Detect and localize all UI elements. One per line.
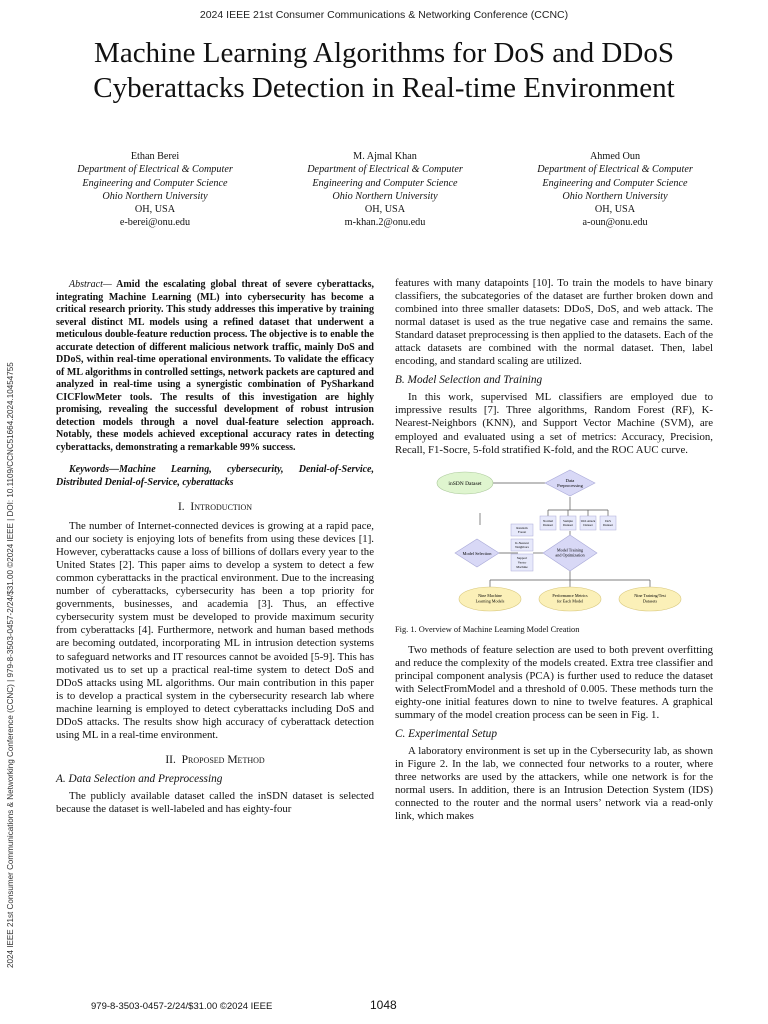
model-creation-diagram bbox=[395, 465, 713, 617]
diagram-label: Normal bbox=[542, 518, 554, 523]
author-university: Ohio Northern University bbox=[562, 190, 668, 202]
subsection-a-paragraph-start: The publicly available dataset called the inSDN dataset is selected because the dataset is well-labeled and has eighty-four bbox=[56, 789, 374, 815]
author-dept: Department of Electrical & Computer bbox=[77, 164, 233, 176]
subsection-heading-a: A. Data Selection and Preprocessing bbox=[56, 772, 223, 785]
author-block bbox=[40, 150, 730, 230]
diagram-label: Machine bbox=[516, 564, 528, 569]
author-2 bbox=[270, 150, 500, 230]
author-dept: Department of Electrical & Computer bbox=[307, 164, 463, 176]
subsection-c-paragraph: A laboratory environment is set up in the Cybersecurity lab, as shown in Figure 2. In the lab, we connected four networks to a router, where three networks are used by the attackers, while one network is for the normal users. In addition, there is an Intrusion Detection System (IDS) connected to the router and the normal users’ network via a read-only link, which makes bbox=[395, 745, 713, 823]
keywords-label: Keywords— bbox=[69, 464, 119, 475]
author-dept: Engineering and Computer Science bbox=[312, 177, 458, 189]
diagram-label: Vector bbox=[517, 560, 527, 565]
abstract-text: Amid the escalating global threat of severe cyberattacks, integrating Machine Learning (ML) into cybersecurity has become a critical research priority. This study addresses this imperative by training several distinct ML models using a refined dataset that underwent a meticulous double-feature reduction process. The objective is to enable the accurate detection of different malicious network traffic, mainly DoS and DDoS, within real-time operational environments. To validate the efficacy of ML algorithms in controlled settings, network packets are captured and analyzed in real-time using a synergistic combination of PySharkand CICFlowMeter tools. The results of this investigation are highly promising, revealing the successful development of robust intrusion detection models through a novel dual-feature selection approach. Notably, these models achieved exceptional accuracy rates in detecting cyberattacks, demonstrating a remarkable 99% success. bbox=[56, 279, 374, 453]
diagram-label: for Each Model bbox=[556, 598, 584, 604]
diagram-label: Neighbors bbox=[515, 544, 529, 549]
section-title: Introduction bbox=[190, 501, 253, 513]
side-doi-stamp: 2024 IEEE 21st Consumer Communications & Networking Conference (CCNC) | 979-8-3503-0457-2/24/$31.00 ©2024 IEEE | DOI: 10.1109/CCNC51664.2024.10454755 bbox=[6, 362, 15, 968]
diagram-label: Forest bbox=[517, 529, 527, 534]
abstract-label: Abstract— bbox=[69, 279, 112, 290]
diagram-label: Random bbox=[516, 525, 528, 530]
diagram-label: Learning Models bbox=[475, 598, 505, 604]
author-university: Ohio Northern University bbox=[332, 190, 438, 202]
author-dept: Engineering and Computer Science bbox=[542, 177, 688, 189]
diagram-label: and Optimization bbox=[555, 552, 585, 558]
right-column bbox=[395, 277, 713, 823]
intro-paragraph: The number of Internet-connected devices is growing at a rapid pace, and our society is enjoying lots of benefits from using these devices [1]. However, cyberattacks cause a loss of billions of dollars every year to the United States [2]. This paper aims to develop a system to detect a few common cyberattacks in the practical environment. Due to the increasing number of cyberattacks, cybersecurity has been a top priority for governments, businesses, and academia [3]. Thus, an effective cybersecurity system must be developed to provide maximum security from cyberattacks [4]. Furthermore, network and human based methods are becoming outdated, incorporating ML in intrusion detection systems to safeguard networks and IT resources cannot be avoided [5-9]. This has motivated us to set up a practical real-time system to detect DoS and DDoS attacks using ML algorithms. Our main contribution in this paper is to develop a practical system in the cybersecurity research lab where machine learning is employed to detect cyberattacks including DoS and DDoS attacks. The results show high accuracy of cyberattack detection using ML in a real-time environment. bbox=[56, 520, 374, 741]
diagram-label: inSDN Dataset bbox=[448, 480, 482, 487]
diagram-label: Preprocessing bbox=[557, 482, 583, 488]
diagram-label: Performance Metrics bbox=[552, 592, 588, 598]
author-dept: Engineering and Computer Science bbox=[82, 177, 228, 189]
subsection-heading-c: C. Experimental Setup bbox=[395, 727, 497, 740]
section-number: II. bbox=[165, 753, 176, 766]
section-title: Proposed Method bbox=[181, 753, 265, 766]
subsection-heading-b: B. Model Selection and Training bbox=[395, 374, 543, 387]
author-name: Ahmed Oun bbox=[589, 151, 641, 162]
author-location: OH, USA bbox=[594, 204, 636, 216]
diagram-label: DoS bbox=[605, 518, 611, 523]
figure-1 bbox=[395, 465, 713, 636]
diagram-label: Nine Training/Test bbox=[634, 592, 666, 598]
author-email: a-oun@onu.edu bbox=[582, 217, 648, 229]
diagram-label: Model Training bbox=[556, 547, 584, 553]
keywords-text: Machine Learning, cybersecurity, Denial-of-Service, Distributed Denial-of-Service, cyberattacks bbox=[56, 464, 374, 488]
author-3 bbox=[500, 150, 730, 230]
section-number: I. bbox=[177, 501, 185, 513]
page-number: 1048 bbox=[370, 998, 397, 1012]
diagram-label: Dataset bbox=[583, 522, 593, 527]
diagram-label: Web Attack bbox=[580, 518, 596, 523]
abstract bbox=[56, 279, 374, 454]
author-dept: Department of Electrical & Computer bbox=[537, 164, 693, 176]
diagram-label: Dataset bbox=[543, 522, 553, 527]
diagram-label: Dataset bbox=[563, 522, 573, 527]
conference-header: 2024 IEEE 21st Consumer Communications & Networking Conference (CCNC) bbox=[199, 9, 569, 21]
author-university: Ohio Northern University bbox=[102, 190, 208, 202]
paper-title: Machine Learning Algorithms for DoS and DDoS Cyberattacks Detection in Real-time Environment bbox=[93, 37, 675, 104]
diagram-connectors bbox=[480, 483, 650, 587]
author-1 bbox=[40, 150, 270, 230]
author-name: Ethan Berei bbox=[130, 151, 180, 162]
diagram-label: Nine Machine bbox=[478, 592, 502, 598]
diagram-label: Dataset bbox=[603, 522, 613, 527]
author-email: e-berei@onu.edu bbox=[119, 217, 191, 229]
author-location: OH, USA bbox=[134, 204, 176, 216]
diagram-label: Model Selection bbox=[462, 550, 492, 556]
author-email: m-khan.2@onu.edu bbox=[344, 217, 426, 229]
author-name: M. Ajmal Khan bbox=[353, 151, 417, 162]
subsection-a-paragraph-cont: features with many datapoints [10]. To train the models to have binary classifiers, the subcategories of the dataset are further broken down and combined into three smaller datasets: DDoS, DoS, and web attack. The normal dataset is used as the true negative case and remains the same. Standard dataset preprocessing is then applied to the datasets. Each of the attack datasets are combined with the normal dataset. Then, label encoding, and standard scaling are utilized. bbox=[395, 277, 713, 368]
diagram-label: Support bbox=[516, 555, 528, 560]
author-location: OH, USA bbox=[364, 204, 406, 216]
keywords bbox=[56, 464, 374, 489]
diagram-label: K-Nearest bbox=[515, 540, 529, 545]
diagram-label: Sample bbox=[563, 518, 573, 523]
section-heading-introduction bbox=[56, 501, 374, 514]
feature-selection-paragraph: Two methods of feature selection are used to both prevent overfitting and reduce the complexity of the models created. Extra tree classifier and principal component analysis (PCA) is further used to reduce the dataset with SelectFromModel and a threshold of 0.005. These methods turn the eighty-one initial features down to nine to twelve features. A graphical summary of the model creation process can be seen in Fig. 1. bbox=[395, 643, 713, 721]
subsection-b-paragraph: In this work, supervised ML classifiers are employed due to impressive results [7]. Three algorithms, Random Forest (RF), K-Nearest-Neighbors (KNN), and Support Vector Machine (SVM), are employed and evaluated using a set of metrics: Accuracy, Precision, Recall, F1-Socre, 5-fold stratified K-fold, and the ROC AUC curve. bbox=[395, 391, 713, 456]
footer-copyright: 979-8-3503-0457-2/24/$31.00 ©2024 IEEE bbox=[91, 1001, 273, 1012]
left-column bbox=[56, 279, 374, 816]
diagram-label: Datasets bbox=[642, 598, 658, 604]
diagram-label: Data bbox=[565, 477, 575, 483]
figure-caption: Fig. 1. Overview of Machine Learning Model Creation bbox=[395, 624, 580, 634]
section-heading-method bbox=[56, 754, 374, 767]
